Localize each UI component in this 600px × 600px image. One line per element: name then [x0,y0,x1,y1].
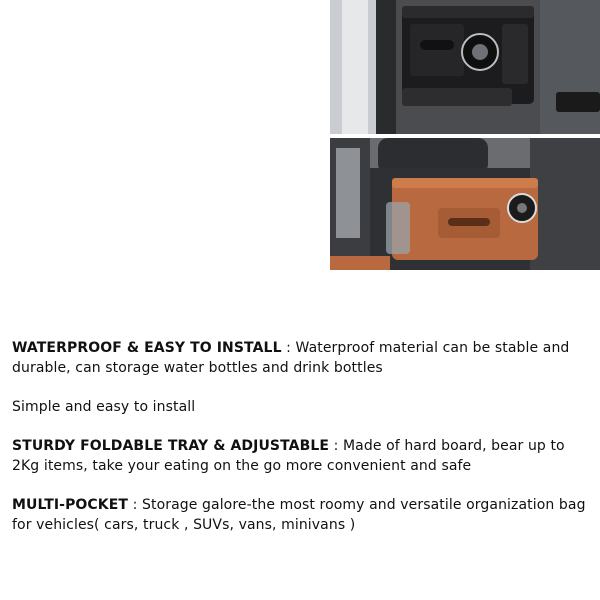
black-organizer-photo [330,0,600,134]
feature-title: MULTI-POCKET [12,497,129,513]
feature-text: Storage galore-the most roomy and versatile organization bag for vehicles( cars, truck , SUVs, vans, minivans ) [12,497,586,533]
feature-foldable-tray [12,436,592,476]
car-seat-organizer-black-icon [330,0,600,134]
car-seat-organizer-brown-icon [330,138,600,270]
feature-separator: : [128,497,142,513]
feature-waterproof [12,338,592,378]
feature-title: STURDY FOLDABLE TRAY & ADJUSTABLE [12,438,330,454]
brown-organizer-photo [330,138,600,270]
feature-text: Waterproof material can be stable and durable, can storage water bottles and drink bottles [12,340,570,376]
feature-separator: : [329,438,343,454]
feature-text: Made of hard board, bear up to 2Kg items, take your eating on the go more convenient and safe [12,438,565,474]
feature-list [12,338,592,554]
feature-title: WATERPROOF & EASY TO INSTALL [12,340,282,356]
feature-easy-install [12,397,592,417]
feature-separator: : [281,340,296,356]
feature-multi-pocket [12,495,592,535]
feature-text: Simple and easy to install [12,399,196,415]
